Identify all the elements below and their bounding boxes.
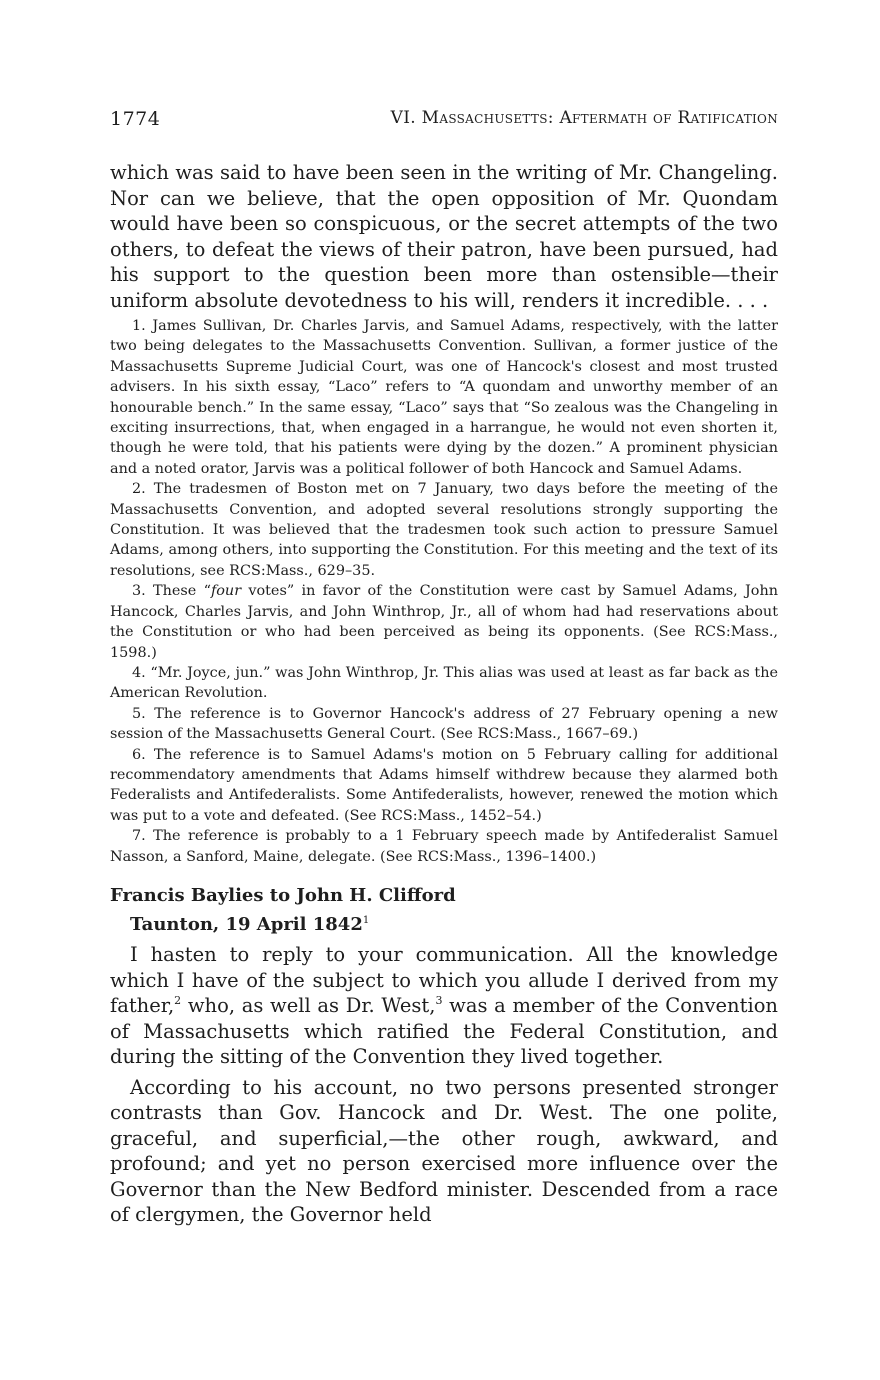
footnote-1: 1. James Sullivan, Dr. Charles Jarvis, and Samuel Adams, respectively, with the latter two being delegates to the Massachusetts Convention. Sullivan, a former justice of the Massachusetts Supreme Judicial Court, was one of Hancock's closest and most trusted advisers. In his sixth essay, “Laco” refers to “A quondam and unworthy member of an honourable bench.” In the same essay, “Laco” says that “So zealous was the Changeling in exciting insurrections, that, when engaged in a harrangue, he would not even shorten it, though he were told, that his patients were dying by the dozen.” A prominent physician and a noted orator, Jarvis was a political follower of both Hancock and Samuel Adams. (110, 318, 778, 477)
letter-paragraph-2: According to his account, no two persons presented stronger contrasts than Gov. Hancock and Dr. West. The one polite, graceful, and superficial,—the other rough, awkward, and profound; and yet no person exercised more influence over the Governor than the New Bedford minister. Descended from a race of clergymen, the Governor held (110, 1075, 778, 1226)
note-ref-3: 3 (435, 994, 443, 1007)
footnote-4: 4. “Mr. Joyce, jun.” was John Winthrop, Jr. This alias was used at least as far back as the American Revolution. (110, 664, 778, 702)
footnote-3-italic: four (210, 583, 242, 600)
letter-p1-text-a: I hasten to reply to your communication. All the knowledge which I have of the subject to which you allude I derived from my father, (110, 943, 778, 1017)
running-head (110, 108, 778, 132)
letter-paragraph-1 (110, 942, 778, 1070)
note-ref-2: 2 (174, 994, 182, 1007)
footnote-5: 5. The reference is to Governor Hancock's address of 27 February opening a new session of the Massachusetts General Court. (See RCS:Mass., 1667–69.) (110, 705, 778, 743)
letter-note-ref: 1 (362, 915, 370, 926)
section-title: VI. Massachusetts: Aftermath of Ratification (390, 108, 778, 128)
footnote-6: 6. The reference is to Samuel Adams's motion on 5 February calling for additional recommendatory amendments that Adams himself withdrew because they alarmed both Federalists and Antifederalists. Some Antifederalists, however, renewed the motion which was put to a vote and defeated. (See RCS:Mass., 1452–54.) (110, 746, 778, 824)
footnotes (110, 316, 778, 867)
letter-p1-text-c: was a member of the Convention of Massachusetts which ratified the Federal Constitution, and during the sitting of the Convention they lived together. (110, 994, 778, 1068)
intro-paragraph: which was said to have been seen in the writing of Mr. Changeling. Nor can we believe, that the open opposition of Mr. Quondam would have been so conspicuous, or the secret attempts of the two others, to defeat the views of their patron, have been pursued, had his support to the question been more than ostensible—their uniform absolute devotedness to his will, renders it incredible. . . . (110, 161, 778, 312)
letter-body (110, 942, 778, 1228)
footnote-3-before: 3. These “ (132, 583, 211, 600)
footnote-2: 2. The tradesmen of Boston met on 7 January, two days before the meeting of the Massachusetts Convention, and adopted several resolutions strongly supporting the Constitution. It was believed that the tradesmen took such action to pressure Samuel Adams, among others, into supporting the Constitution. For this meeting and the text of its resolutions, see RCS:Mass., 629–35. (110, 481, 778, 579)
letter-heading (110, 883, 778, 937)
letter-p1-text-b: who, as well as Dr. West, (181, 994, 436, 1017)
page-number: 1774 (110, 108, 161, 130)
letter-heading-line1: Francis Baylies to John H. Clifford (110, 885, 456, 906)
footnote-3 (110, 581, 778, 663)
footnote-3-after: votes” in favor of the Constitution were cast by Samuel Adams, John Hancock, Charles Jarvis, and John Winthrop, Jr., all of whom had had reservations about the Constitution or who had been perceived as being its opponents. (See RCS:Mass., 1598.) (110, 583, 778, 661)
footnote-7: 7. The reference is probably to a 1 February speech made by Antifederalist Samuel Nasson, a Sanford, Maine, delegate. (See RCS:Mass., 1396–1400.) (110, 828, 778, 865)
running-title (391, 108, 778, 128)
letter-place-date: Taunton, 19 April 1842 (130, 914, 363, 935)
intro-paragraph-block (110, 160, 778, 313)
letter-heading-line2 (110, 908, 778, 937)
